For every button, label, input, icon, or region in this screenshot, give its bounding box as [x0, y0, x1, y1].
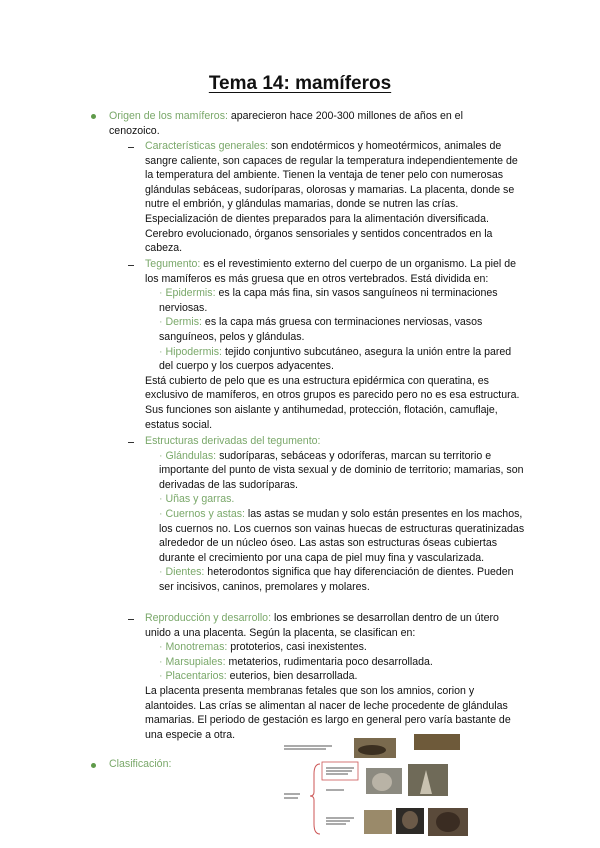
- dot-marker-icon: ·: [159, 316, 166, 329]
- cuernos-text: las astas se mudan y solo están presentes en los machos, los cuernos no. Los cuernos son vainas huecas de estructuras queratinizadas alrededor de un núcleo óseo. Las astas son estructuras óseas cubiertas durante el crecimiento por una capa de piel muy fina y vascularizada.: [159, 507, 525, 564]
- hipodermis-text: tejido conjuntivo subcutáneo, asegura la unión entre la pared del cuerpo y los cuerpos adyacentes.: [159, 345, 512, 373]
- unas-label: Uñas y garras.: [165, 493, 235, 506]
- dot-marker-icon: ·: [159, 655, 166, 668]
- section-reproduccion: [145, 611, 525, 742]
- dot-marker-icon: ·: [159, 641, 166, 654]
- origen-text: aparecieron hace 200-300 millones de años en el cenozoico.: [109, 110, 463, 137]
- dot-marker-icon: ·: [159, 287, 166, 300]
- page-title: Tema 14: mamíferos: [208, 73, 392, 94]
- dot-marker-icon: ·: [159, 670, 166, 683]
- dermis-label: Dermis:: [165, 316, 202, 329]
- reproduccion-text: los embriones se desarrollan dentro de un útero unido a una placenta. Según la placenta, se clasifican en:: [145, 612, 499, 639]
- dot-marker-icon: ·: [159, 449, 166, 462]
- glandulas-label: Glándulas:: [165, 449, 217, 462]
- bullet-icon: [91, 763, 96, 768]
- placentarios-label: Placentarios:: [165, 670, 227, 683]
- tegumento-label: Tegumento:: [145, 258, 201, 270]
- bullet-icon: [91, 114, 96, 119]
- dientes-text: heterodontos significa que hay diferenciación de dientes. Pueden ser incisivos, caninos, premolares y molares.: [159, 566, 514, 593]
- hipodermis-label: Hipodermis:: [165, 345, 223, 358]
- tegumento-text: es el revestimiento externo del cuerpo de un organismo. La piel de los mamíferos es más gruesa que en otros vertebrados. Está dividida en:: [145, 258, 517, 285]
- monotremas-label: Monotremas:: [165, 641, 228, 654]
- marsupiales-label: Marsupiales:: [165, 655, 226, 668]
- dash-icon: [128, 442, 134, 443]
- dash-icon: [128, 265, 134, 266]
- marsupiales-text: metaterios, rudimentaria poco desarrollada.: [225, 655, 433, 668]
- estructuras-label: Estructuras derivadas del tegumento:: [145, 435, 321, 447]
- reproduccion-label: Reproducción y desarrollo:: [145, 612, 272, 624]
- placentarios-text: euterios, bien desarrollada.: [226, 670, 358, 683]
- dot-marker-icon: ·: [159, 493, 166, 506]
- placenta-text: La placenta presenta membranas fetales que son los amnios, corion y alantoides. Las crías se alimentan al nacer de leche procedente de glándulas mamarias. El periodo de gestación es largo en general pero varía bastante de una especie a otra.: [145, 684, 511, 741]
- dash-icon: [128, 619, 134, 620]
- dot-marker-icon: ·: [159, 345, 166, 358]
- section-estructuras: [145, 434, 525, 595]
- origen-label: Origen de los mamíferos:: [109, 110, 228, 122]
- dientes-label: Dientes:: [165, 566, 205, 579]
- epidermis-text: es la capa más fina, sin vasos sanguíneos ni terminaciones nerviosas.: [159, 287, 498, 314]
- cuernos-label: Cuernos y astas:: [165, 507, 245, 520]
- section-caracteristicas: [145, 139, 525, 256]
- dermis-text: es la capa más gruesa con terminaciones nerviosas, vasos sanguíneos, pelos y glándulas.: [159, 316, 483, 343]
- caracteristicas-text: son endotérmicos y homeotérmicos, animales de sangre caliente, son capaces de regular la temperatura independientemente de la temperatura del ambiente. Tienen la ventaja de tener pelo con numerosas glándulas sebáceas, sudoríparas, olorosas y mamarias. La placenta, donde se nutre el embrión, y glándulas mamarias, donde se nutren las crías. Especialización de dientes preparados para la alimentación diversificada. Cerebro evolucionado, órganos sensoriales y sentidos concentrados en la cabeza.: [145, 140, 518, 255]
- monotremas-text: prototerios, casi inexistentes.: [227, 641, 367, 654]
- section-tegumento: [145, 257, 525, 432]
- section-origen: [109, 109, 494, 138]
- glandulas-text: sudoríparas, sebáceas y odoríferas, marcan su territorio e importante del punto de vista sexual y de dominio de territorio; mamarias, son derivadas de las sudoríparas.: [159, 449, 524, 491]
- pelo-text: Está cubierto de pelo que es una estructura epidérmica con queratina, es exclusivo de mamíferos, en otros grupos es parecido pero no es esa estructura. Sus funciones son aislante y antihumedad, protección, flotación, camuflaje, estatus social.: [145, 374, 520, 431]
- section-clasificacion: [109, 757, 171, 772]
- dot-marker-icon: ·: [159, 507, 166, 520]
- clasificacion-label: Clasificación:: [109, 758, 172, 770]
- caracteristicas-label: Características generales:: [145, 140, 269, 152]
- epidermis-label: Epidermis:: [165, 287, 216, 300]
- classification-diagram-image: [274, 734, 472, 838]
- dot-marker-icon: ·: [159, 566, 166, 579]
- dash-icon: [128, 147, 134, 148]
